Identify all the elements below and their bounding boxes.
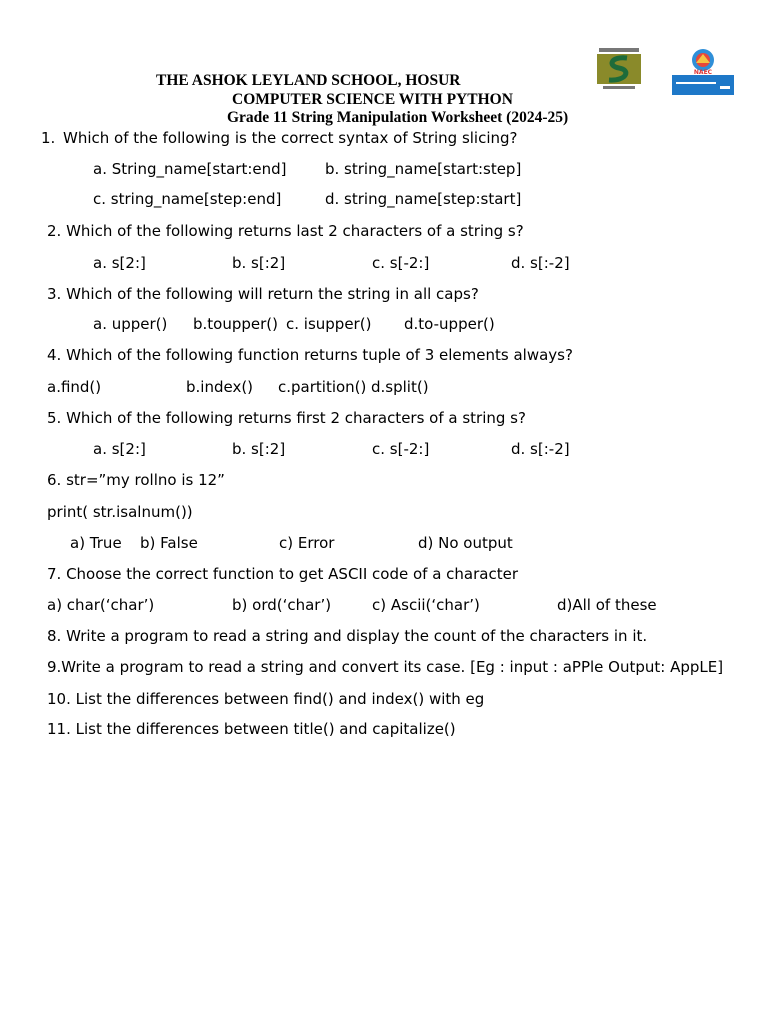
q2-option-d: d. s[:-2] (511, 254, 570, 272)
q8-text: 8. Write a program to read a string and display the count of the characters in it. (47, 627, 648, 645)
q6-line2: print( str.isalnum()) (47, 503, 193, 521)
q2-text: 2. Which of the following returns last 2 characters of a string s? (47, 222, 524, 240)
q3-option-a: a. upper() (93, 315, 168, 333)
q7-option-d: d)All of these (557, 596, 657, 614)
q5-option-c: c. s[-2:] (372, 440, 430, 458)
q4-option-b: b.index() (186, 378, 254, 396)
q2-option-c: c. s[-2:] (372, 254, 430, 272)
q7-option-c: c) Ascii(‘char’) (372, 596, 480, 614)
q1-option-a: a. String_name[start:end] (93, 160, 287, 178)
q1-text: Which of the following is the correct syntax of String slicing? (63, 129, 518, 147)
q2-option-a: a. s[2:] (93, 254, 146, 272)
q5-option-a: a. s[2:] (93, 440, 146, 458)
q5-option-b: b. s[:2] (232, 440, 286, 458)
q9-text: 9.Write a program to read a string and convert its case. [Eg : input : aPPle Output: AppLE] (47, 658, 724, 676)
worksheet-title: Grade 11 String Manipulation Worksheet (2024-25) (227, 109, 569, 126)
q1-number: 1. (41, 129, 56, 147)
q4-option-d: d.split() (371, 378, 429, 396)
q6-option-b: b) False (140, 534, 198, 552)
q3-text: 3. Which of the following will return the string in all caps? (47, 285, 479, 303)
naec-badge-icon (672, 48, 734, 96)
q7-option-b: b) ord(‘char’) (232, 596, 332, 614)
q5-option-d: d. s[:-2] (511, 440, 570, 458)
q1-option-c: c. string_name[step:end] (93, 190, 282, 208)
q1-option-d: d. string_name[step:start] (325, 190, 522, 208)
q5-text: 5. Which of the following returns first 2 characters of a string s? (47, 409, 526, 427)
q7-option-a: a) char(‘char’) (47, 596, 155, 614)
svg-text:NAEC: NAEC (693, 69, 713, 76)
q11-text: 11. List the differences between title() and capitalize() (47, 720, 456, 738)
q1-option-b: b. string_name[start:step] (325, 160, 522, 178)
q7-text: 7. Choose the correct function to get ASCII code of a character (47, 565, 518, 583)
q3-option-d: d.to-upper() (404, 315, 495, 333)
q10-text: 10. List the differences between find() and index() with eg (47, 690, 485, 708)
subject-title: COMPUTER SCIENCE WITH PYTHON (232, 91, 513, 108)
q4-option-c: c.partition() (278, 378, 367, 396)
school-name: THE ASHOK LEYLAND SCHOOL, HOSUR (156, 72, 461, 89)
q4-option-a: a.find() (47, 378, 102, 396)
q6-option-a: a) True (70, 534, 122, 552)
q4-text: 4. Which of the following function returns tuple of 3 elements always? (47, 346, 573, 364)
q2-option-b: b. s[:2] (232, 254, 286, 272)
q6-option-c: c) Error (279, 534, 335, 552)
q3-option-b: b.toupper() (193, 315, 278, 333)
q6-line1: 6. str=”my rollno is 12” (47, 471, 225, 489)
q6-option-d: d) No output (418, 534, 513, 552)
school-crest-icon (597, 48, 641, 90)
q3-option-c: c. isupper() (286, 315, 372, 333)
